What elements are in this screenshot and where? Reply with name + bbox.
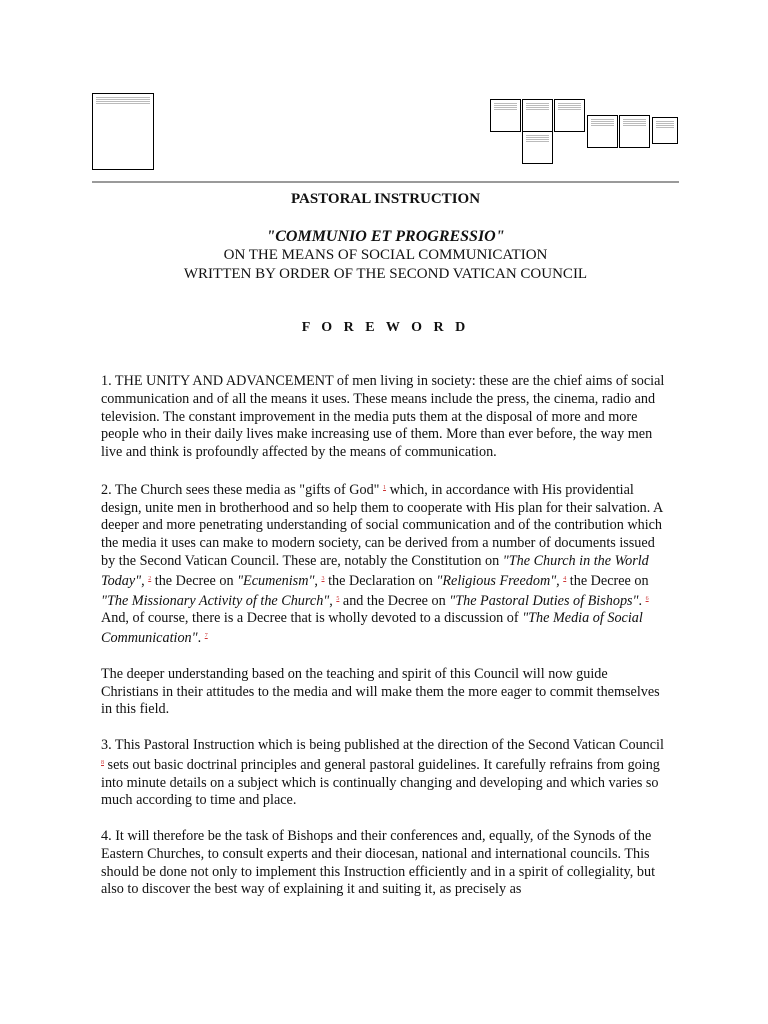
text: , (314, 572, 322, 589)
footnote-link[interactable]: 6 (645, 595, 649, 602)
document-body (101, 373, 667, 917)
footnote-link[interactable]: 5 (336, 595, 340, 602)
doc-title: "The Missionary Activity of the Church" (101, 592, 330, 609)
text: 2. The Church sees these media as "gifts of God" (101, 481, 384, 498)
doc-title: "Religious Freedom" (436, 572, 557, 589)
page-thumbnail-large[interactable] (92, 93, 154, 170)
footnote-link[interactable]: 1 (383, 484, 387, 491)
text: the Declaration on (324, 572, 437, 589)
page-thumbnail[interactable] (522, 131, 553, 164)
footnote-link[interactable]: 2 (148, 575, 152, 582)
paragraph-3 (101, 737, 667, 810)
paragraph-4: 4. It will therefore be the task of Bishops and their conferences and, equally, of the Synods of the Eastern Churches, to consult experts and their diocesan, national and international councils. This should be done not only to implement this Instruction efficiently and in a spirit of collegiality, but also to discover the best way of explaining it and suiting it, as precisely as (101, 827, 656, 898)
text: and the Decree on (339, 592, 450, 609)
text: the Decree on (151, 572, 238, 589)
text: sets out basic doctrinal principles and general pastoral guidelines. It carefully refrains from going into minute details on a subject which is continually changing and developing and which varies so much according to time and place. (101, 756, 660, 809)
footnote-link[interactable]: 8 (101, 759, 104, 766)
footnote-link[interactable]: 3 (321, 575, 325, 582)
section-heading: F O R E W O R D (301, 320, 470, 335)
document-subtitle-line2: ON THE MEANS OF SOCIAL COMMUNICATION (223, 247, 548, 263)
text: And, of course, there is a Decree that is wholly devoted to a discussion of (101, 610, 523, 627)
page-thumbnail[interactable] (619, 115, 650, 148)
text: 3. This Pastoral Instruction which is being published at the direction of the Second Vatican Council (101, 736, 664, 753)
footnote-link[interactable]: 7 (204, 633, 208, 640)
text: . (638, 592, 646, 609)
page-thumbnail[interactable] (554, 99, 585, 132)
doc-title: "The Church in the World Today" (101, 552, 649, 589)
text: , (556, 572, 564, 589)
text: , (141, 572, 149, 589)
footnote-link[interactable]: 4 (563, 575, 567, 582)
text: which, in accordance with His providential design, unite men in brotherhood and so help them to cooperate with His plan for their salvation. A deeper and more penetrating understanding of social communication and of the contribution which the media it uses can make to modern society, can be derived from a number of documents issued by the Second Vatican Council. These are, notably the Constitution on (101, 481, 663, 569)
document-subtitle-line3: WRITTEN BY ORDER OF THE SECOND VATICAN COUNCIL (183, 266, 588, 282)
document-subtitle: "COMMUNIO ET PROGRESSIO" (266, 228, 505, 245)
horizontal-divider (92, 181, 679, 183)
page-thumbnail[interactable] (652, 117, 678, 144)
doc-title: "The Media of Social Communication" (101, 610, 643, 647)
doc-title: "The Pastoral Duties of Bishops" (449, 592, 639, 609)
paragraph-1: 1. THE UNITY AND ADVANCEMENT of men living in society: these are the chief aims of social communication and of all the means it uses. These means include the press, the cinema, radio and television. The constant improvement in the media puts them at the disposal of more and more people who in their daily lives make increasing use of them. More than ever before, the way men live and think is profoundly affected by the means of communication. (101, 373, 665, 461)
page-thumbnail[interactable] (587, 115, 618, 148)
paragraph-2b: The deeper understanding based on the teaching and spirit of this Council will now guide Christians in their attitudes to the media and will make them the more eager to commit themselves in this field. (101, 665, 660, 718)
page-thumbnail[interactable] (522, 99, 553, 132)
text: the Decree on (566, 572, 649, 589)
text: , (329, 592, 337, 609)
text: . (197, 630, 205, 647)
paragraph-2 (101, 480, 667, 648)
document-title: PASTORAL INSTRUCTION (290, 191, 481, 207)
doc-title: "Ecumenism" (237, 572, 315, 589)
page-thumbnail[interactable] (490, 99, 521, 132)
